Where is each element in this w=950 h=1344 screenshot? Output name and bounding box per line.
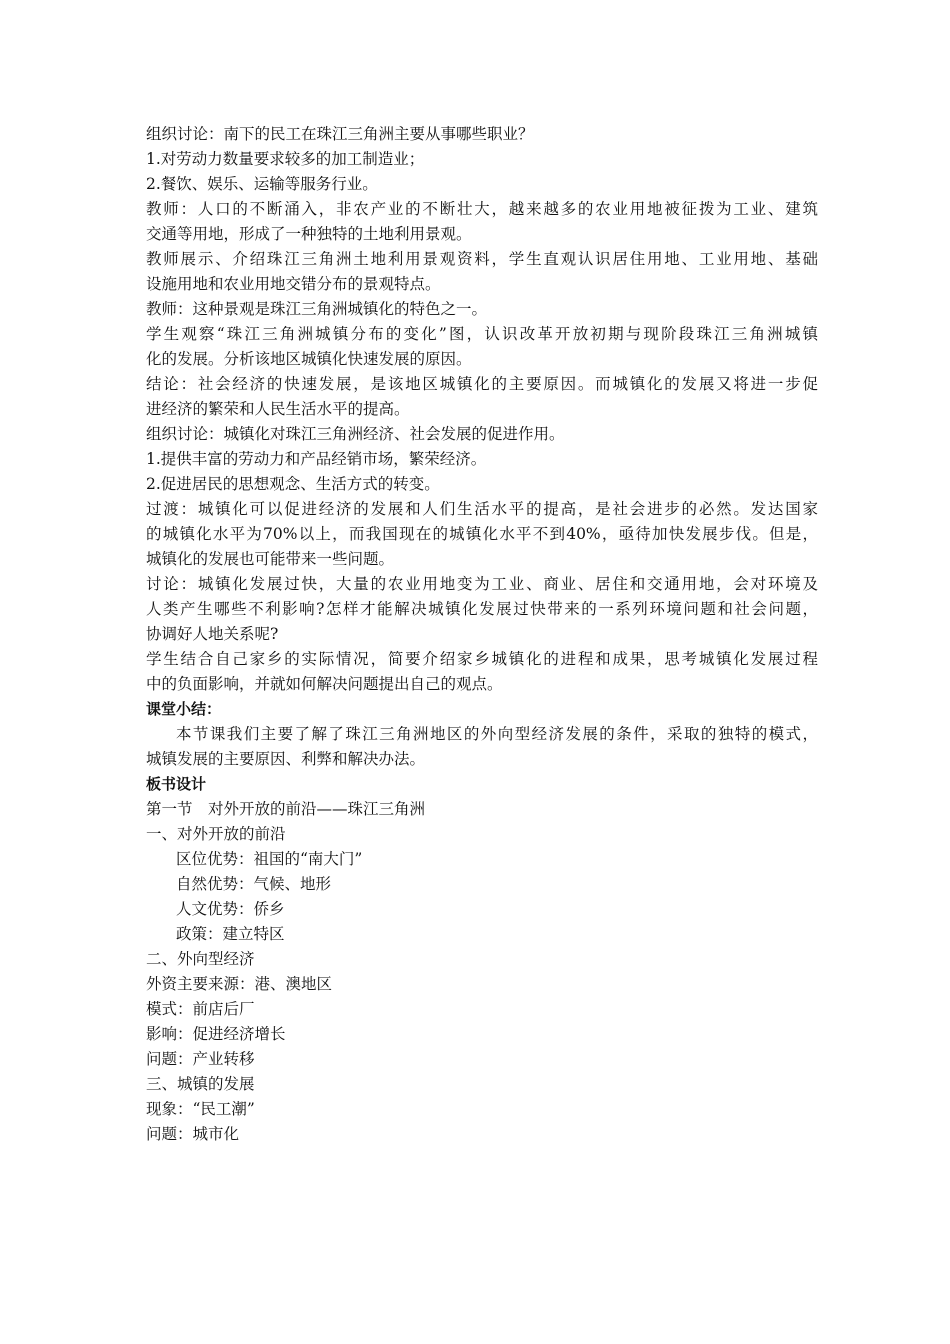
text-line: 讨论：城镇化发展过快，大量的农业用地变为工业、商业、居住和交通用地，会对环境及 xyxy=(146,575,818,593)
text-line: 第一节 对外开放的前沿——珠江三角洲 xyxy=(146,800,426,818)
text-line: 学生结合自己家乡的实际情况，简要介绍家乡城镇化的进程和成果，思考城镇化发展过程 xyxy=(146,650,818,668)
text-line: 三、城镇的发展 xyxy=(146,1075,255,1093)
text-line: 二、外向型经济 xyxy=(146,950,255,968)
text-line: 影响：促进经济增长 xyxy=(146,1025,286,1043)
text-line: 政策：建立特区 xyxy=(176,925,285,943)
text-line: 问题：城市化 xyxy=(146,1125,240,1143)
text-line: 设施用地和农业用地交错分布的景观特点。 xyxy=(146,275,441,293)
text-line: 教师：这种景观是珠江三角洲城镇化的特色之一。 xyxy=(146,300,488,318)
text-line: 1.提供丰富的劳动力和产品经销市场，繁荣经济。 xyxy=(146,450,487,468)
text-line: 城镇化的发展也可能带来一些问题。 xyxy=(146,550,395,568)
text-line: 模式：前店后厂 xyxy=(146,1000,255,1018)
text-line: 城镇发展的主要原因、利弊和解决办法。 xyxy=(146,750,426,768)
text-line: 2.餐饮、娱乐、运输等服务行业。 xyxy=(146,175,378,193)
text-line: 教师：人口的不断涌入，非农产业的不断壮大，越来越多的农业用地被征拨为工业、建筑 xyxy=(146,200,818,218)
text-line: 组织讨论：城镇化对珠江三角洲经济、社会发展的促进作用。 xyxy=(146,425,565,443)
text-line: 问题：产业转移 xyxy=(146,1050,255,1068)
text-line: 人文优势：侨乡 xyxy=(176,900,285,918)
text-line: 学生观察“珠江三角洲城镇分布的变化”图，认识改革开放初期与现阶段珠江三角洲城镇 xyxy=(146,325,818,343)
text-line: 进经济的繁荣和人民生活水平的提高。 xyxy=(146,400,410,418)
text-line: 一、对外开放的前沿 xyxy=(146,825,286,843)
text-line: 人类产生哪些不利影响?怎样才能解决城镇化发展过快带来的一系列环境问题和社会问题， xyxy=(146,600,818,618)
text-line: 本节课我们主要了解了珠江三角洲地区的外向型经济发展的条件，采取的独特的模式， xyxy=(176,725,818,743)
text-line: 区位优势：祖国的“南大门” xyxy=(176,850,363,868)
text-line: 2.促进居民的思想观念、生活方式的转变。 xyxy=(146,475,440,493)
section-heading: 板书设计 xyxy=(146,775,207,793)
document-body xyxy=(146,122,818,1147)
text-line: 过渡：城镇化可以促进经济的发展和人们生活水平的提高，是社会进步的必然。发达国家 xyxy=(146,500,818,518)
text-line: 的城镇化水平为70%以上，而我国现在的城镇化水平不到40%，亟待加快发展步伐。但是， xyxy=(146,525,818,543)
text-line: 结论：社会经济的快速发展，是该地区城镇化的主要原因。而城镇化的发展又将进一步促 xyxy=(146,375,818,393)
text-line: 教师展示、介绍珠江三角洲土地利用景观资料，学生直观认识居住用地、工业用地、基础 xyxy=(146,250,818,268)
text-line: 组织讨论：南下的民工在珠江三角洲主要从事哪些职业？ xyxy=(146,125,534,143)
text-line: 交通等用地，形成了一种独特的土地利用景观。 xyxy=(146,225,472,243)
text-line: 1.对劳动力数量要求较多的加工制造业； xyxy=(146,150,425,168)
text-line: 外资主要来源：港、澳地区 xyxy=(146,975,333,993)
text-line: 中的负面影响，并就如何解决问题提出自己的观点。 xyxy=(146,675,503,693)
text-line: 化的发展。分析该地区城镇化快速发展的原因。 xyxy=(146,350,472,368)
text-line: 自然优势：气候、地形 xyxy=(176,875,332,893)
text-line: 现象：“民工潮” xyxy=(146,1100,255,1118)
section-heading: 课堂小结： xyxy=(146,700,222,718)
text-line: 协调好人地关系呢? xyxy=(146,625,279,643)
